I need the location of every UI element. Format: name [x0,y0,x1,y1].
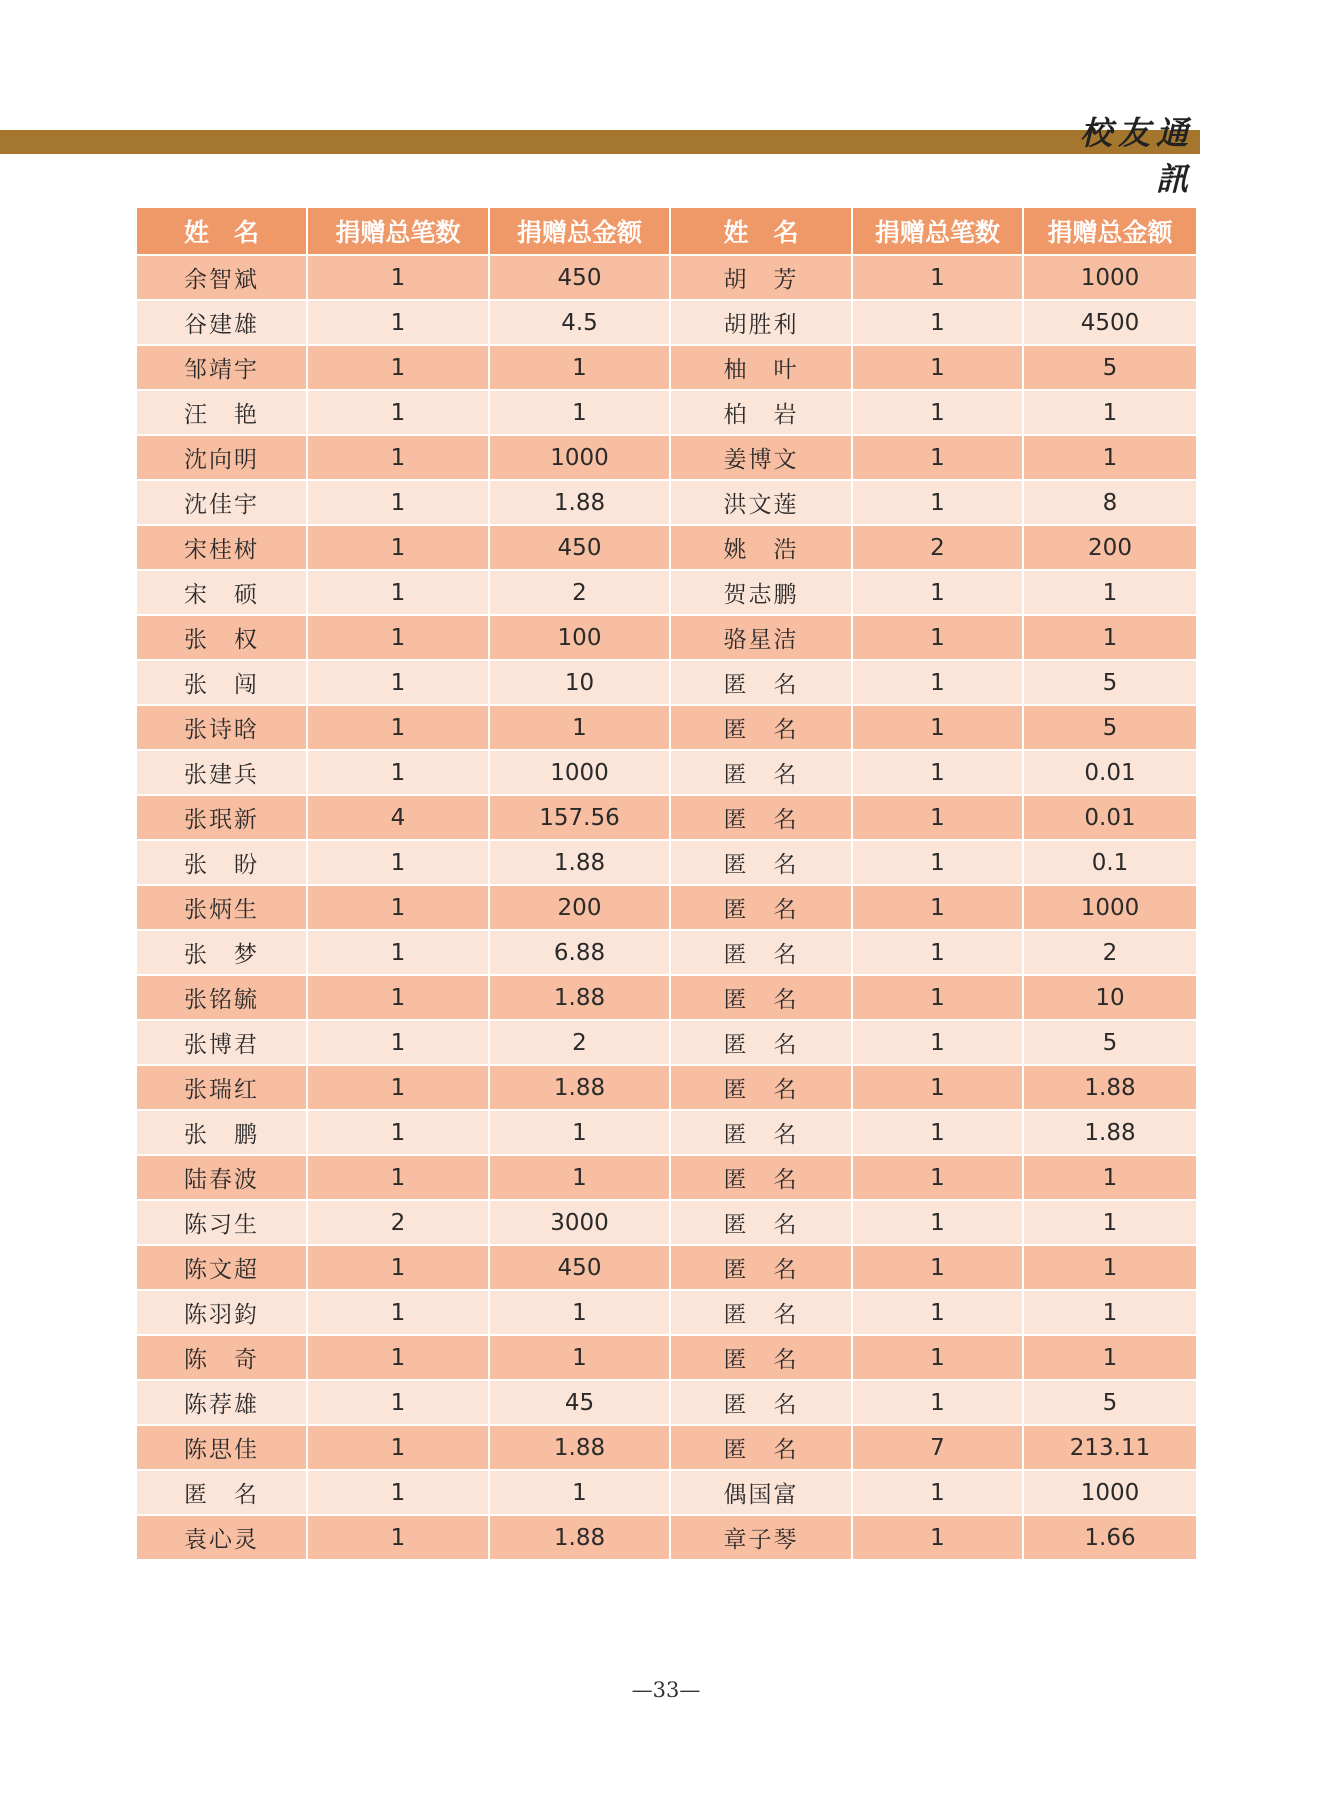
donor-name-cell: 匿 名 [670,750,852,795]
donation-count-cell: 1 [307,705,489,750]
donor-name-cell: 匿 名 [670,885,852,930]
donor-name-cell: 柏 岩 [670,390,852,435]
donation-amount-cell: 1 [489,1290,670,1335]
donation-count-cell: 1 [307,1110,489,1155]
publication-title: 校友通訊 [1079,114,1194,198]
column-header-count: 捐赠总笔数 [307,207,489,255]
donor-name-cell: 匿 名 [670,705,852,750]
table-header-row [136,207,1197,255]
donor-name-cell: 匿 名 [670,1380,852,1425]
page-number: —33— [631,1678,701,1702]
column-header-amount: 捐赠总金额 [489,207,670,255]
donor-name-cell: 张 闯 [136,660,307,705]
donation-count-cell: 1 [852,255,1023,300]
donation-count-cell: 1 [852,1155,1023,1200]
donation-amount-cell: 1 [1023,615,1197,660]
table-row [136,345,1197,390]
donation-amount-cell: 1 [489,1335,670,1380]
donation-amount-cell: 1 [489,705,670,750]
donation-amount-cell: 45 [489,1380,670,1425]
table-row [136,570,1197,615]
donor-name-cell: 陈荐雄 [136,1380,307,1425]
table-row [136,1020,1197,1065]
donor-name-cell: 汪 艳 [136,390,307,435]
table-row [136,525,1197,570]
donor-name-cell: 张珉新 [136,795,307,840]
donor-name-cell: 柚 叶 [670,345,852,390]
donor-name-cell: 匿 名 [670,1110,852,1155]
donor-name-cell: 陈思佳 [136,1425,307,1470]
table-row [136,930,1197,975]
column-header-count-2: 捐赠总笔数 [852,207,1023,255]
donation-count-cell: 1 [852,1470,1023,1515]
donation-count-cell: 1 [852,615,1023,660]
table-row [136,255,1197,300]
table-row [136,1290,1197,1335]
donation-count-cell: 1 [852,1065,1023,1110]
donation-count-cell: 1 [307,1425,489,1470]
donation-count-cell: 7 [852,1425,1023,1470]
donation-count-cell: 1 [307,480,489,525]
donation-count-cell: 1 [307,615,489,660]
donor-name-cell: 宋 硕 [136,570,307,615]
donation-count-cell: 1 [307,975,489,1020]
donation-amount-cell: 1 [1023,1335,1197,1380]
donor-name-cell: 张炳生 [136,885,307,930]
donation-count-cell: 1 [307,390,489,435]
table-row [136,1335,1197,1380]
donation-amount-cell: 0.1 [1023,840,1197,885]
donation-amount-cell: 1000 [489,750,670,795]
donation-amount-cell: 1000 [1023,255,1197,300]
donation-amount-cell: 1.66 [1023,1515,1197,1560]
table-row [136,705,1197,750]
donor-name-cell: 匿 名 [670,1425,852,1470]
donation-amount-cell: 450 [489,525,670,570]
donor-name-cell: 匿 名 [670,1290,852,1335]
donation-amount-cell: 6.88 [489,930,670,975]
donation-amount-cell: 1.88 [489,1515,670,1560]
donation-count-cell: 1 [307,885,489,930]
donation-count-cell: 1 [852,1020,1023,1065]
donor-name-cell: 匿 名 [670,795,852,840]
donation-amount-cell: 1.88 [1023,1065,1197,1110]
donation-count-cell: 1 [852,480,1023,525]
donor-name-cell: 张博君 [136,1020,307,1065]
donation-amount-cell: 5 [1023,705,1197,750]
donor-name-cell: 匿 名 [670,975,852,1020]
donation-amount-cell: 1000 [1023,1470,1197,1515]
donation-count-cell: 1 [852,1290,1023,1335]
donation-count-cell: 1 [852,300,1023,345]
donation-amount-cell: 1 [1023,1155,1197,1200]
donation-amount-cell: 1 [1023,435,1197,480]
donation-count-cell: 1 [852,345,1023,390]
donation-amount-cell: 1 [489,390,670,435]
donation-amount-cell: 5 [1023,660,1197,705]
table-row [136,1515,1197,1560]
donation-count-cell: 1 [852,705,1023,750]
table-row [136,975,1197,1020]
donor-name-cell: 张 权 [136,615,307,660]
donor-name-cell: 陈习生 [136,1200,307,1245]
donor-name-cell: 匿 名 [670,1155,852,1200]
donation-amount-cell: 8 [1023,480,1197,525]
donor-name-cell: 谷建雄 [136,300,307,345]
donation-amount-cell: 5 [1023,1020,1197,1065]
donation-count-cell: 1 [852,570,1023,615]
donation-count-cell: 1 [307,1515,489,1560]
donation-count-cell: 1 [307,525,489,570]
donation-amount-cell: 4.5 [489,300,670,345]
donor-name-cell: 偶国富 [670,1470,852,1515]
donation-amount-cell: 1000 [489,435,670,480]
column-header-name: 姓 名 [136,207,307,255]
table-row [136,885,1197,930]
table-row [136,795,1197,840]
donor-name-cell: 余智斌 [136,255,307,300]
donation-count-cell: 1 [307,750,489,795]
donation-amount-cell: 1 [1023,1245,1197,1290]
donation-count-cell: 1 [307,930,489,975]
donor-name-cell: 邹靖宇 [136,345,307,390]
donor-name-cell: 匿 名 [670,660,852,705]
donation-count-cell: 1 [852,1110,1023,1155]
donor-name-cell: 袁心灵 [136,1515,307,1560]
donation-count-cell: 1 [852,750,1023,795]
donor-name-cell: 匿 名 [670,1200,852,1245]
donation-amount-cell: 1 [1023,570,1197,615]
donor-name-cell: 沈向明 [136,435,307,480]
donation-count-cell: 1 [852,660,1023,705]
donation-count-cell: 1 [307,1380,489,1425]
donation-amount-cell: 157.56 [489,795,670,840]
donor-name-cell: 张 梦 [136,930,307,975]
donation-amount-cell: 10 [1023,975,1197,1020]
donation-count-cell: 1 [307,435,489,480]
donor-name-cell: 宋桂树 [136,525,307,570]
donation-count-cell: 2 [852,525,1023,570]
donation-amount-cell: 1.88 [489,840,670,885]
donation-count-cell: 1 [852,840,1023,885]
donor-name-cell: 匿 名 [670,840,852,885]
donation-count-cell: 1 [307,255,489,300]
donor-name-cell: 洪文莲 [670,480,852,525]
table-row [136,480,1197,525]
donor-name-cell: 胡 芳 [670,255,852,300]
table-row [136,435,1197,480]
donation-amount-cell: 1 [489,1110,670,1155]
donor-name-cell: 匿 名 [670,1065,852,1110]
donation-count-cell: 1 [307,660,489,705]
donor-name-cell: 胡胜利 [670,300,852,345]
donation-count-cell: 1 [852,435,1023,480]
donor-name-cell: 张 鹏 [136,1110,307,1155]
donor-name-cell: 章子琴 [670,1515,852,1560]
donor-name-cell: 陆春波 [136,1155,307,1200]
table-row [136,750,1197,795]
donation-amount-cell: 4500 [1023,300,1197,345]
donor-name-cell: 贺志鹏 [670,570,852,615]
donation-amount-cell: 2 [489,1020,670,1065]
table-row [136,660,1197,705]
donation-amount-cell: 5 [1023,345,1197,390]
donation-amount-cell: 5 [1023,1380,1197,1425]
table-row [136,1155,1197,1200]
donation-amount-cell: 1.88 [489,975,670,1020]
donor-name-cell: 陈羽鈞 [136,1290,307,1335]
donor-name-cell: 姚 浩 [670,525,852,570]
table-row [136,1380,1197,1425]
donor-name-cell: 张铭毓 [136,975,307,1020]
donation-count-cell: 1 [307,1020,489,1065]
donation-amount-cell: 200 [1023,525,1197,570]
donation-table [135,206,1198,1561]
donation-amount-cell: 1.88 [1023,1110,1197,1155]
donation-amount-cell: 200 [489,885,670,930]
donation-amount-cell: 1.88 [489,480,670,525]
donor-name-cell: 匿 名 [670,930,852,975]
donation-count-cell: 1 [307,300,489,345]
table-row [136,1200,1197,1245]
table-row [136,840,1197,885]
donation-amount-cell: 0.01 [1023,795,1197,840]
donation-amount-cell: 1.88 [489,1425,670,1470]
table-row [136,615,1197,660]
donation-count-cell: 1 [852,885,1023,930]
donor-name-cell: 骆星洁 [670,615,852,660]
donor-name-cell: 沈佳宇 [136,480,307,525]
donation-count-cell: 1 [852,1200,1023,1245]
donor-name-cell: 匿 名 [670,1245,852,1290]
donor-name-cell: 张瑞红 [136,1065,307,1110]
donor-name-cell: 姜博文 [670,435,852,480]
donation-amount-cell: 1 [1023,1290,1197,1335]
donation-count-cell: 1 [307,345,489,390]
donation-amount-cell: 1 [489,345,670,390]
donation-amount-cell: 213.11 [1023,1425,1197,1470]
table-row [136,390,1197,435]
donation-count-cell: 1 [852,390,1023,435]
donation-amount-cell: 1 [489,1155,670,1200]
donation-amount-cell: 1 [1023,390,1197,435]
donation-amount-cell: 3000 [489,1200,670,1245]
donor-name-cell: 陈 奇 [136,1335,307,1380]
header-bar [0,130,1200,154]
donation-count-cell: 1 [307,1290,489,1335]
donor-name-cell: 匿 名 [670,1020,852,1065]
donation-count-cell: 1 [852,1380,1023,1425]
table-row [136,1245,1197,1290]
donation-count-cell: 1 [307,1245,489,1290]
donation-amount-cell: 1.88 [489,1065,670,1110]
donor-name-cell: 匿 名 [670,1335,852,1380]
table-row [136,1470,1197,1515]
table-body [136,255,1197,1560]
donation-count-cell: 1 [852,1245,1023,1290]
donation-count-cell: 1 [307,840,489,885]
column-header-amount-2: 捐赠总金额 [1023,207,1197,255]
donation-amount-cell: 1 [1023,1200,1197,1245]
donor-name-cell: 陈文超 [136,1245,307,1290]
donation-amount-cell: 1000 [1023,885,1197,930]
donation-amount-cell: 0.01 [1023,750,1197,795]
donation-count-cell: 1 [307,1335,489,1380]
donation-amount-cell: 2 [489,570,670,615]
donor-name-cell: 张建兵 [136,750,307,795]
donor-name-cell: 张 盼 [136,840,307,885]
donation-amount-cell: 450 [489,1245,670,1290]
donation-count-cell: 1 [307,1155,489,1200]
table-row [136,1065,1197,1110]
donation-count-cell: 1 [852,1515,1023,1560]
donation-count-cell: 1 [307,1470,489,1515]
table-row [136,1425,1197,1470]
donor-name-cell: 张诗晗 [136,705,307,750]
donation-count-cell: 1 [852,930,1023,975]
donation-amount-cell: 2 [1023,930,1197,975]
donation-count-cell: 1 [852,1335,1023,1380]
donation-amount-cell: 10 [489,660,670,705]
donation-count-cell: 1 [307,1065,489,1110]
donation-amount-cell: 450 [489,255,670,300]
column-header-name-2: 姓 名 [670,207,852,255]
donation-amount-cell: 1 [489,1470,670,1515]
donation-count-cell: 4 [307,795,489,840]
table-row [136,1110,1197,1155]
donation-count-cell: 1 [307,570,489,615]
donation-count-cell: 1 [852,795,1023,840]
donation-count-cell: 1 [852,975,1023,1020]
donor-name-cell: 匿 名 [136,1470,307,1515]
donation-amount-cell: 100 [489,615,670,660]
donation-count-cell: 2 [307,1200,489,1245]
table-row [136,300,1197,345]
